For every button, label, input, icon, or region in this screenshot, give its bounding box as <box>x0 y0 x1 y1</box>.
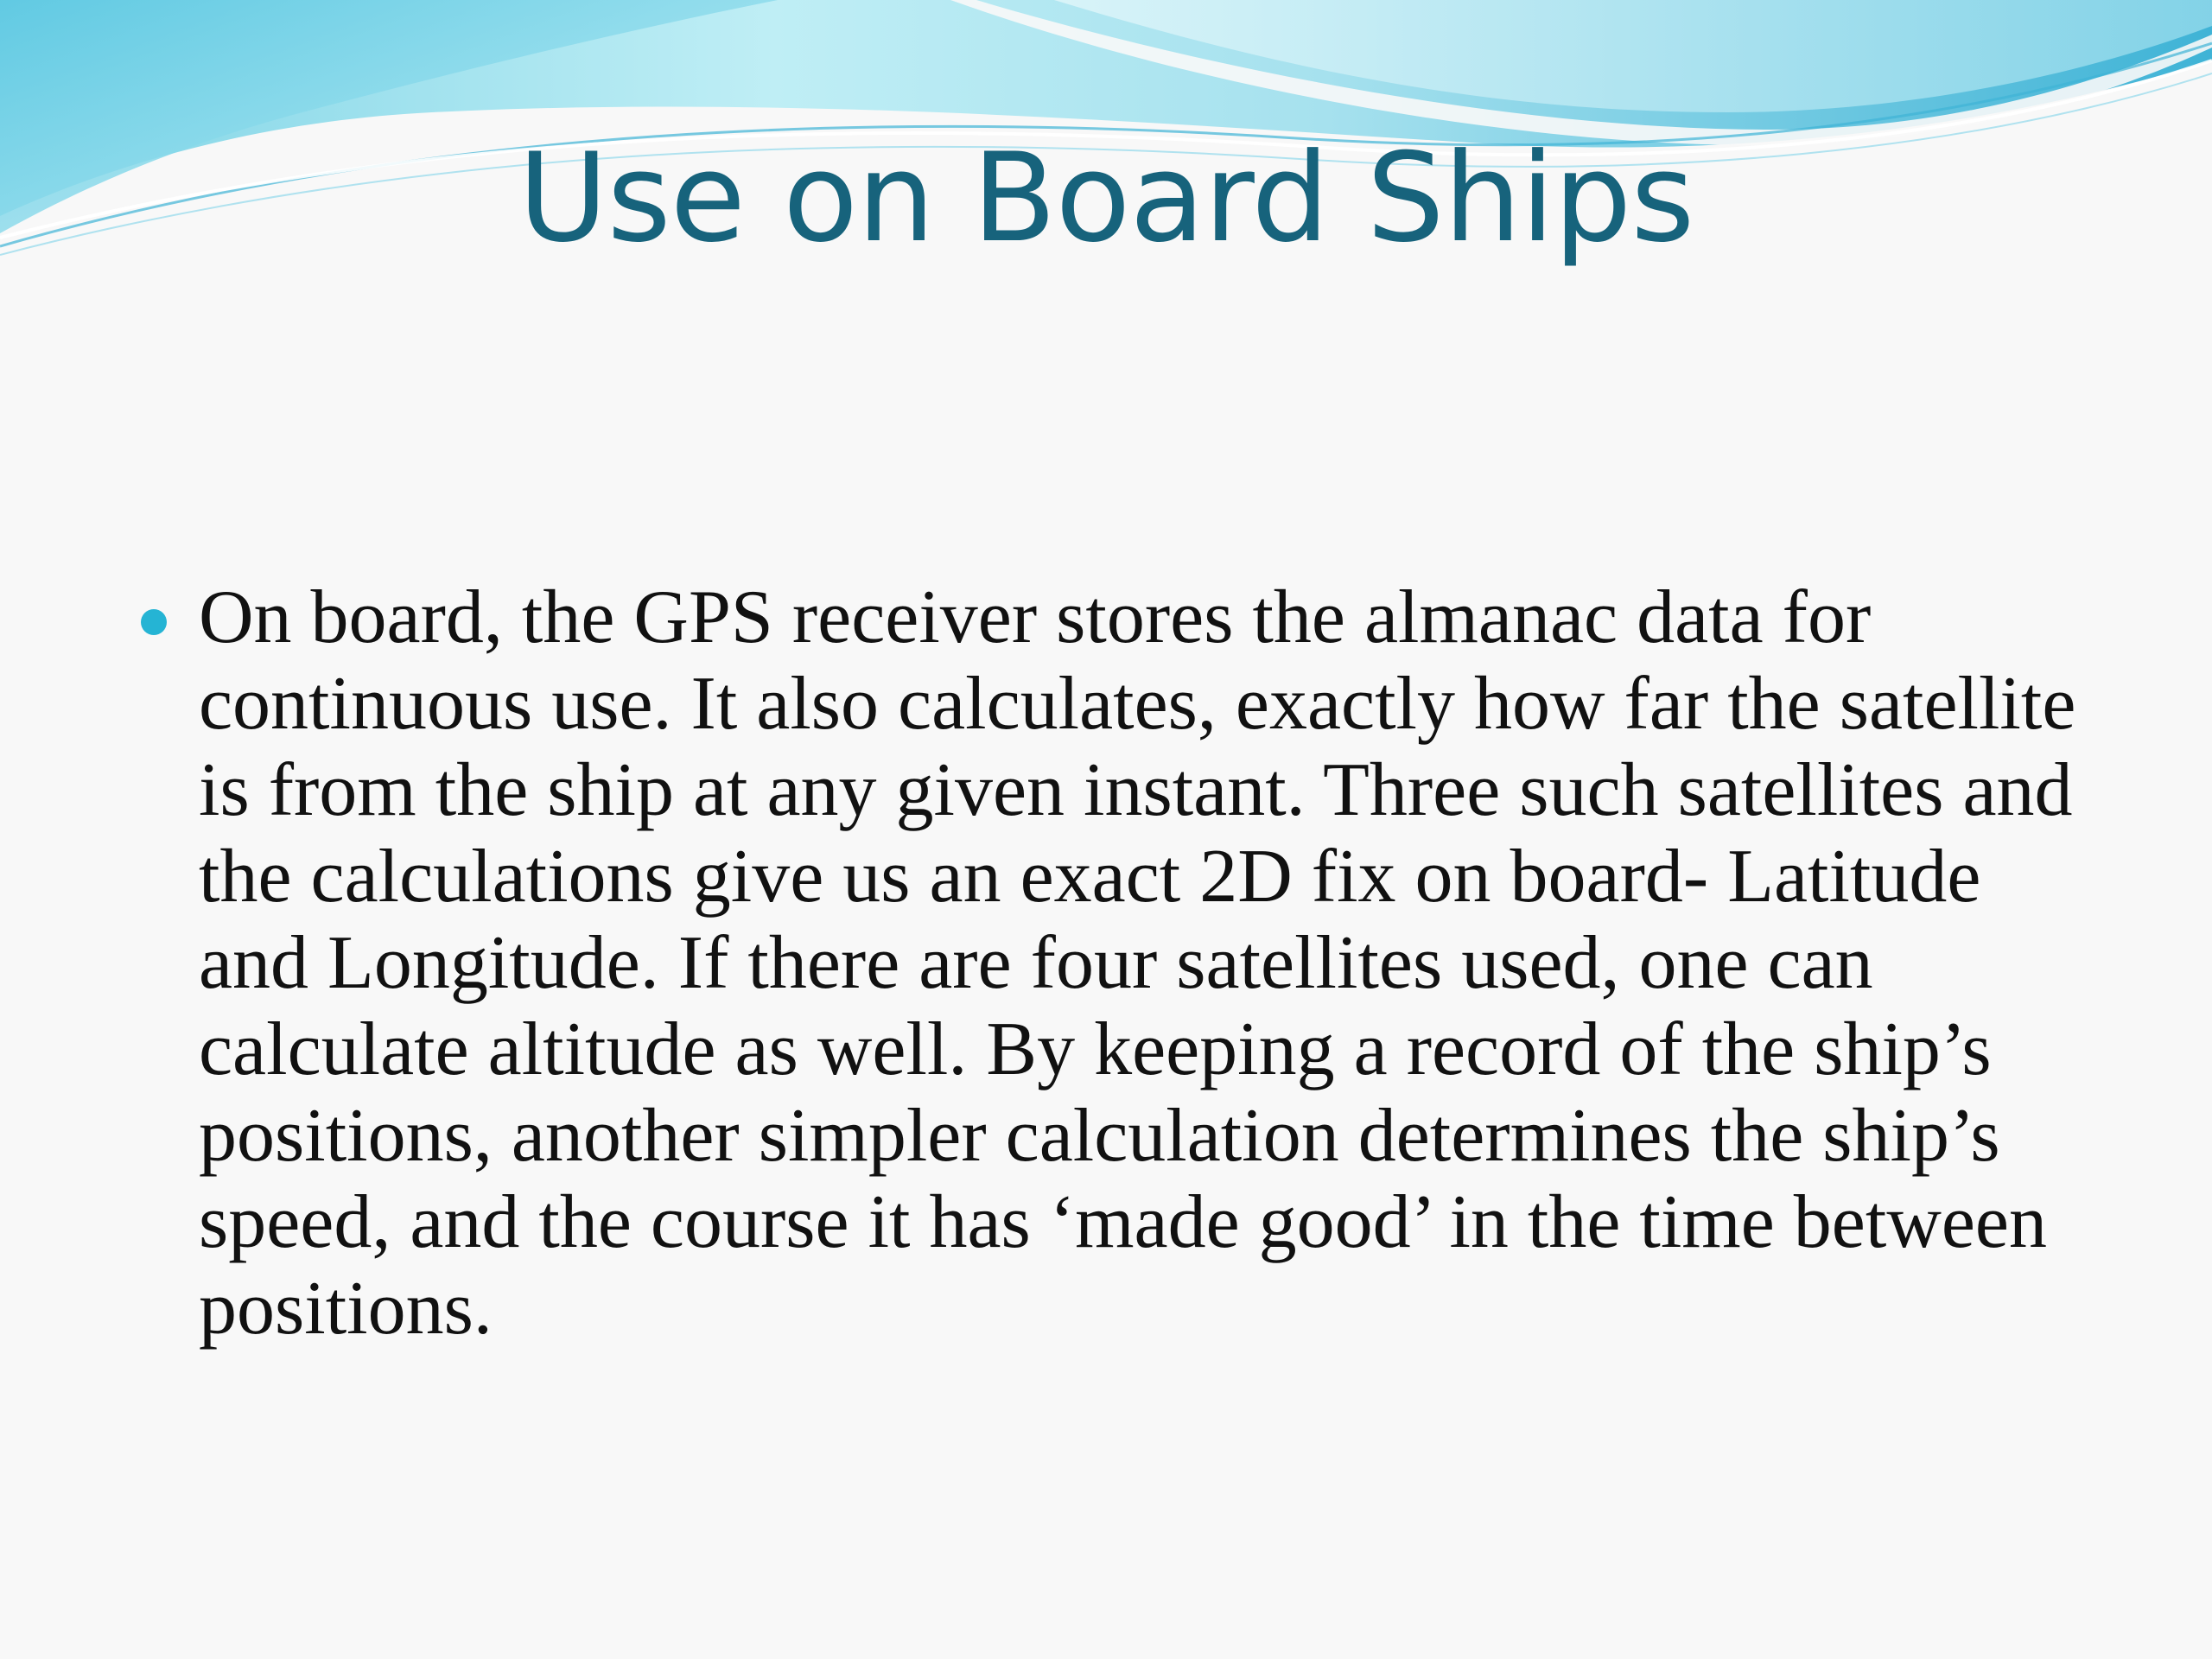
filled-circle-bullet-icon <box>141 609 167 635</box>
bullet-item <box>0 575 2100 1352</box>
bullet-text: On board, the GPS receiver stores the almanac data for continuous use. It also calculates, exactly how far the satellite is from the ship at any given instant. Three such satellites and the calculations give us an exact 2D fix on board- Latitude and Longitude. If there are four satellites used, one can calculate altitude as well. By keeping a record of the ship’s positions, another simpler calculation determines the ship’s speed, and the course it has ‘made good’ in the time between positions. <box>199 575 2076 1351</box>
bullet-list <box>0 575 2212 1352</box>
slide-title: Use on Board Ships <box>518 127 1694 270</box>
